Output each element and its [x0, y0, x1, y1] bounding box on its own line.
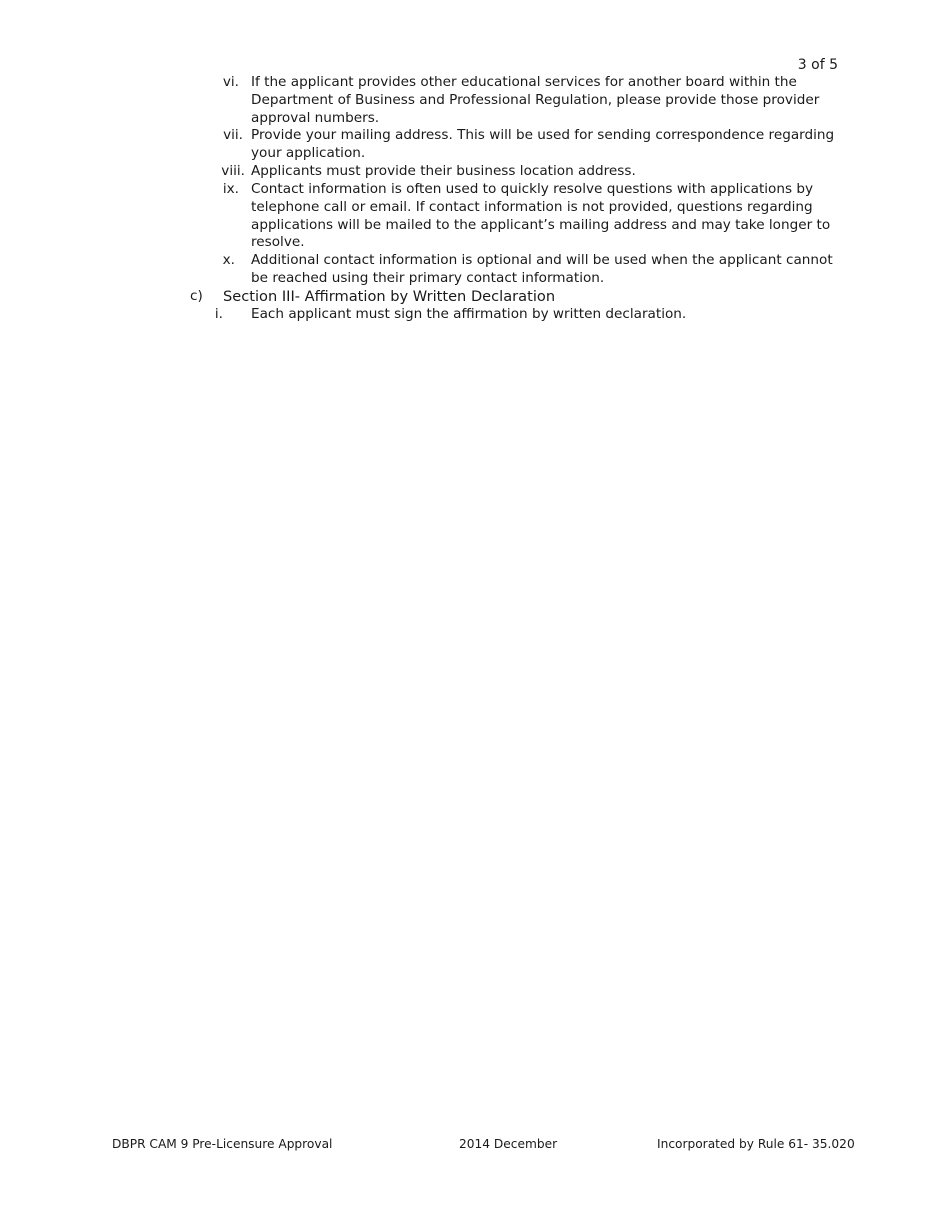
page-number: 3 of 5 — [797, 57, 838, 73]
list-item-text: Provide your mailing address. This will be used for sending correspondence regarding your application. — [251, 127, 835, 161]
list-item-text: Contact information is often used to quickly resolve questions with applications by telephone call or email. If contact information is not provided, questions regarding applications will be mailed to the applicant’s mailing address and may take longer to resolve. — [251, 181, 831, 251]
list-item-text: Applicants must provide their business location address. — [251, 163, 636, 179]
list-marker: i. — [214, 306, 223, 322]
footer-date: 2014 December — [459, 1137, 558, 1151]
section-heading-text: Section III- Affirmation by Written Declaration — [223, 288, 556, 305]
section-marker: c) — [190, 288, 203, 304]
list-marker: vii. — [223, 127, 243, 143]
list-marker: viii. — [221, 163, 245, 179]
list-item-text: Each applicant must sign the affirmation by written declaration. — [251, 306, 687, 322]
list-marker: x. — [222, 252, 235, 268]
footer-form-name: DBPR CAM 9 Pre-Licensure Approval — [112, 1137, 333, 1151]
footer-rule: Incorporated by Rule 61- 35.020 — [657, 1137, 855, 1151]
list-marker: vi. — [222, 74, 239, 90]
list-marker: ix. — [222, 181, 239, 197]
list-item-text: Additional contact information is optional and will be used when the applicant cannot be reached using their primary contact information. — [251, 252, 833, 286]
list-item-text: If the applicant provides other educational services for another board within the Department of Business and Professional Regulation, please provide those provider approval numbers. — [251, 74, 820, 126]
